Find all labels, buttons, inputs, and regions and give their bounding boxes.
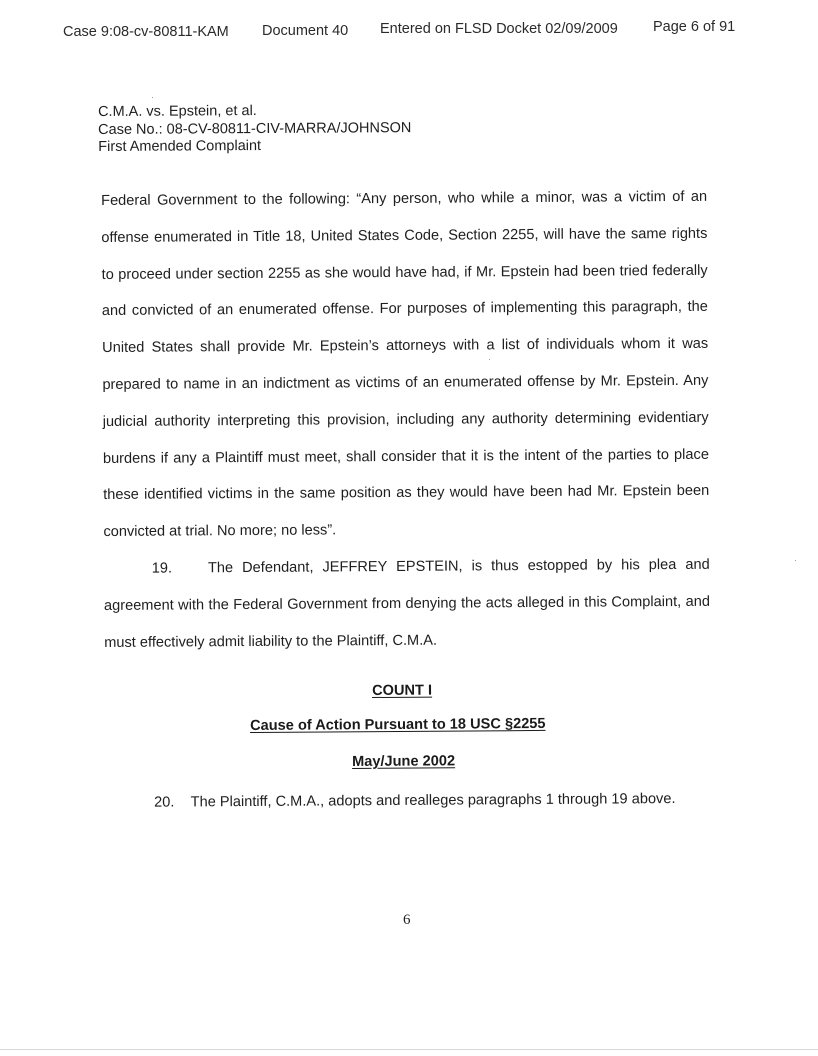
paragraph-continued: Federal Government to the following: “Any person, who while a minor, was a victim of an offense enumerated in Title 18, United States Code, Section 2255, will have the same rights to proceed under section 2255 as she would have had, if Mr. Epstein had been tried federally and convicted of an enumerated offense. For purposes of implementing this paragraph, the United States shall provide Mr. Epstein’s attorneys with a list of individuals whom it was prepared to name in an indictment as victims of an enumerated offense by Mr. Epstein. Any judicial authority interpreting this provision, including any authority determining evidentiary burdens if any a Plaintiff must meet, shall consider that it is the intent of the parties to place these identified victims in the same position as they would have been had Mr. Epstein been convicted at trial. No more; no less”. — [101, 188, 710, 541]
paragraph-19-text: The Defendant, JEFFREY EPSTEIN, is thus estopped by his plea and agreement with the Federal Government from denying the acts alleged in this Complaint, and must effectively admit liability to the Plaintiff, C.M.A. — [103, 556, 710, 651]
header-page-count: Page 6 of 91 — [653, 19, 736, 35]
docket-header — [63, 18, 763, 42]
count-date: May/June 2002 — [352, 753, 456, 770]
paragraph-19 — [104, 547, 711, 662]
case-caption — [98, 102, 412, 156]
paragraph-20-text: The Plaintiff, C.M.A., adopts and realleges paragraphs 1 through 19 above. — [190, 791, 676, 811]
header-entered-date: Entered on FLSD Docket 02/09/2009 — [380, 21, 618, 37]
caption-document-title: First Amended Complaint — [98, 138, 262, 155]
paragraph-20-number: 20. — [154, 794, 175, 811]
count-title: COUNT I — [372, 682, 433, 699]
caption-parties: C.M.A. vs. Epstein, et al. — [98, 103, 257, 120]
scan-speck — [795, 560, 796, 561]
scan-edge-line — [0, 1049, 818, 1050]
caption-case-number: Case No.: 08-CV-80811-CIV-MARRA/JOHNSON — [98, 119, 412, 138]
header-case-number: Case 9:08-cv-80811-KAM — [63, 24, 229, 40]
page-number: 6 — [403, 912, 411, 928]
header-document-number: Document 40 — [262, 23, 349, 39]
scan-speck — [489, 359, 490, 360]
paragraph-19-number: 19. — [151, 560, 173, 577]
scan-speck — [152, 97, 153, 98]
count-cause-of-action: Cause of Action Pursuant to 18 USC §2255 — [250, 715, 546, 734]
paragraph-20 — [106, 781, 709, 823]
complaint-body — [101, 179, 710, 662]
